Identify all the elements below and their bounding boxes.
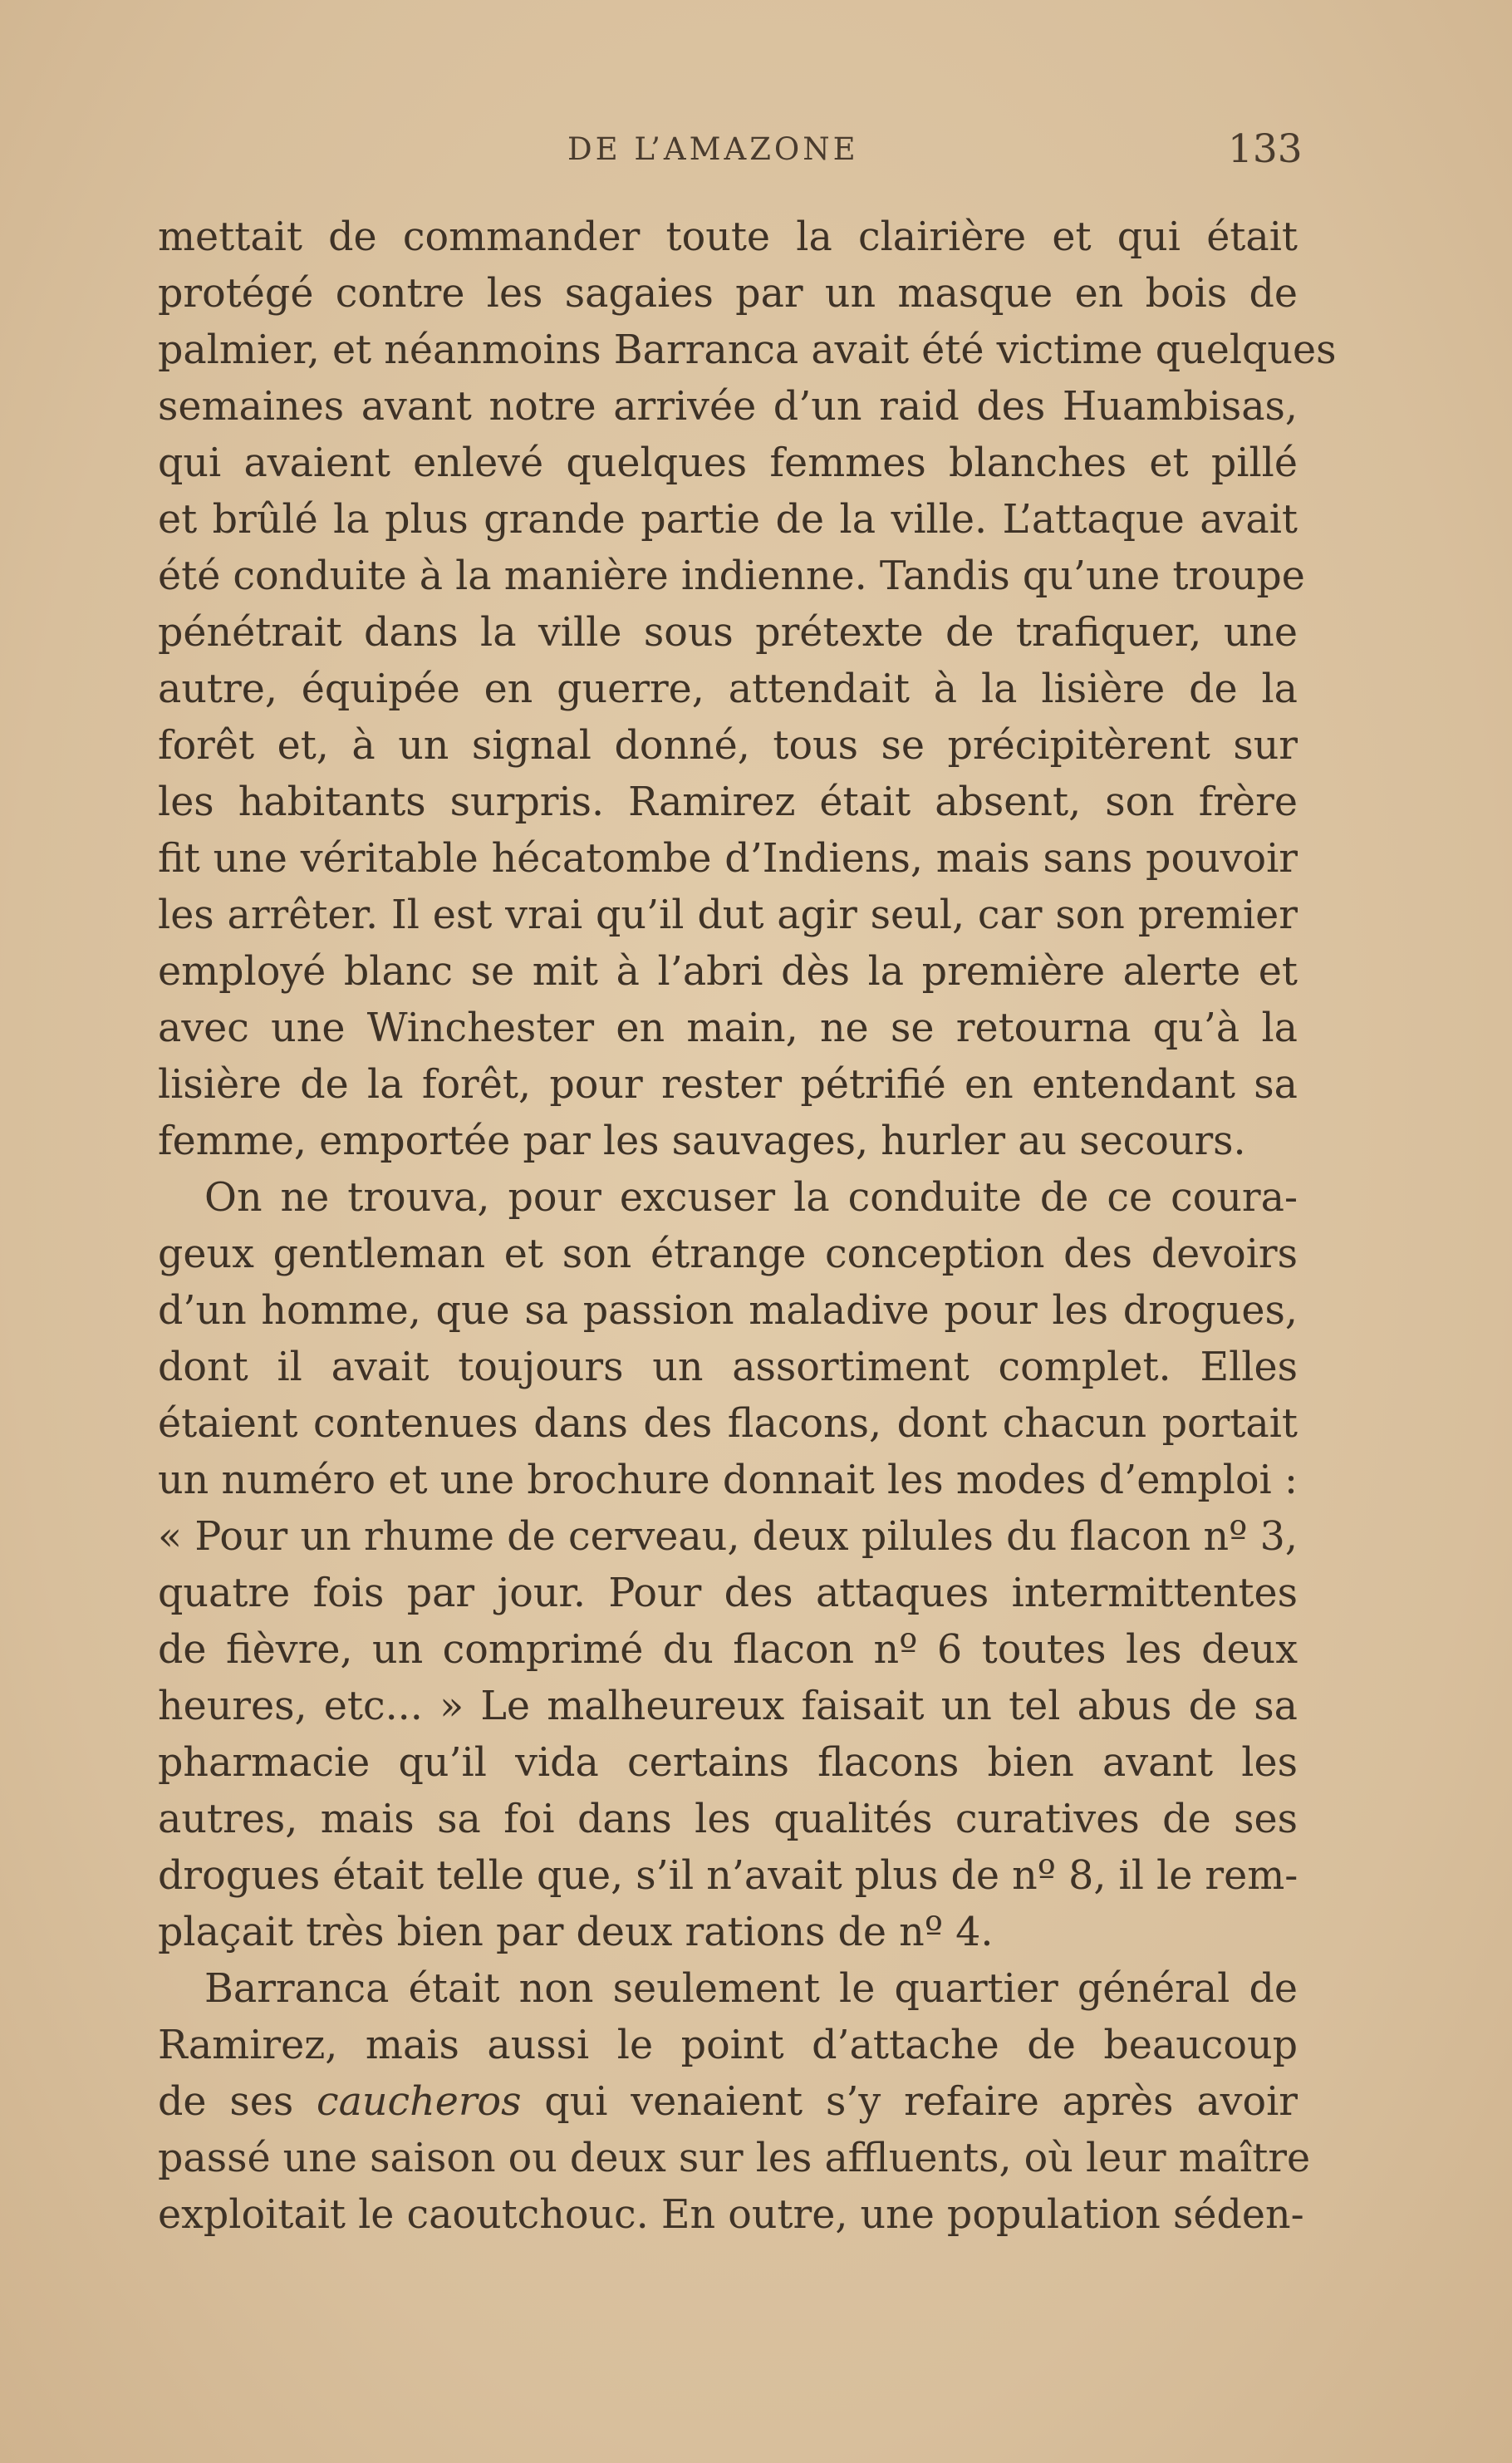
text-line [158,2074,1298,2131]
text-line: qui avaient enlevé quelques femmes blanches et pillé [158,440,1298,486]
text-line: On ne trouva, pour excuser la conduite de ce coura- [204,1175,1298,1221]
text-line: dont il avait toujours un assortiment complet. Elles [158,1345,1298,1390]
text-line: d’un homme, que sa passion maladive pour les drogues, [158,1288,1298,1334]
running-title: DE L’AMAZONE [567,131,859,167]
text-line: drogues était telle que, s’il n’avait plus de nº 8, il le rem- [158,1853,1298,1899]
text-line: étaient contenues dans des flacons, dont chacun portait [158,1401,1298,1447]
text-line: pharmacie qu’il vida certains flacons bien avant les [158,1740,1298,1786]
text-line: quatre fois par jour. Pour des attaques intermittentes [158,1571,1298,1616]
text-line: plaçait très bien par deux rations de nº 4. [158,1910,994,1955]
text-line: fit une véritable hécatombe d’Indiens, mais sans pouvoir [158,836,1298,882]
text-line: autre, équipée en guerre, attendait à la lisière de la [158,666,1298,712]
text-line: employé blanc se mit à l’abri dès la première alerte et [158,949,1298,995]
text-line: autres, mais sa foi dans les qualités curatives de ses [158,1797,1298,1842]
text-line: Ramirez, mais aussi le point d’attache de beaucoup [158,2023,1298,2068]
text-line: les habitants surpris. Ramirez était absent, son frère [158,779,1298,825]
text-line: avec une Winchester en main, ne se retourna qu’à la [158,1005,1298,1051]
text-line: pénétrait dans la ville sous prétexte de trafiquer, une [158,610,1298,656]
text-segment: qui venaient s’y refaire après avoir [521,2079,1298,2125]
text-line: de fièvre, un comprimé du flacon nº 6 toutes les deux [158,1627,1298,1673]
text-line: femme, emportée par les sauvages, hurler au secours. [158,1118,1246,1164]
text-line: les arrêter. Il est vrai qu’il dut agir seul, car son premier [158,892,1298,938]
text-line: palmier, et néanmoins Barranca avait été victime quelques [158,327,1337,373]
text-line: geux gentleman et son étrange conception des devoirs [158,1232,1298,1277]
text-line: « Pour un rhume de cerveau, deux pilules du flacon nº 3, [158,1514,1298,1560]
page-number: 133 [1228,126,1303,172]
text-line: forêt et, à un signal donné, tous se précipitèrent sur [158,723,1298,769]
text-line: Barranca était non seulement le quartier général de [204,1966,1298,2012]
body-text [158,209,1337,2244]
text-line: mettait de commander toute la clairière et qui était [158,214,1298,260]
running-head [0,126,1512,181]
text-line: été conduite à la manière indienne. Tandis qu’une troupe [158,553,1305,599]
text-line: passé une saison ou deux sur les affluents, où leur maître [158,2136,1311,2181]
text-line: lisière de la forêt, pour rester pétrifié en entendant sa [158,1062,1298,1108]
text-line: exploitait le caoutchouc. En outre, une population séden- [158,2192,1304,2238]
italic-term: caucheros [317,2079,522,2125]
text-segment: de ses [158,2079,317,2125]
text-line: et brûlé la plus grande partie de la ville. L’attaque avait [158,497,1298,543]
text-line: un numéro et une brochure donnait les modes d’emploi : [158,1458,1298,1503]
text-line: protégé contre les sagaies par un masque en bois de [158,271,1298,317]
text-line: heures, etc... » Le malheureux faisait un tel abus de sa [158,1684,1298,1729]
text-line: semaines avant notre arrivée d’un raid des Huambisas, [158,384,1298,430]
